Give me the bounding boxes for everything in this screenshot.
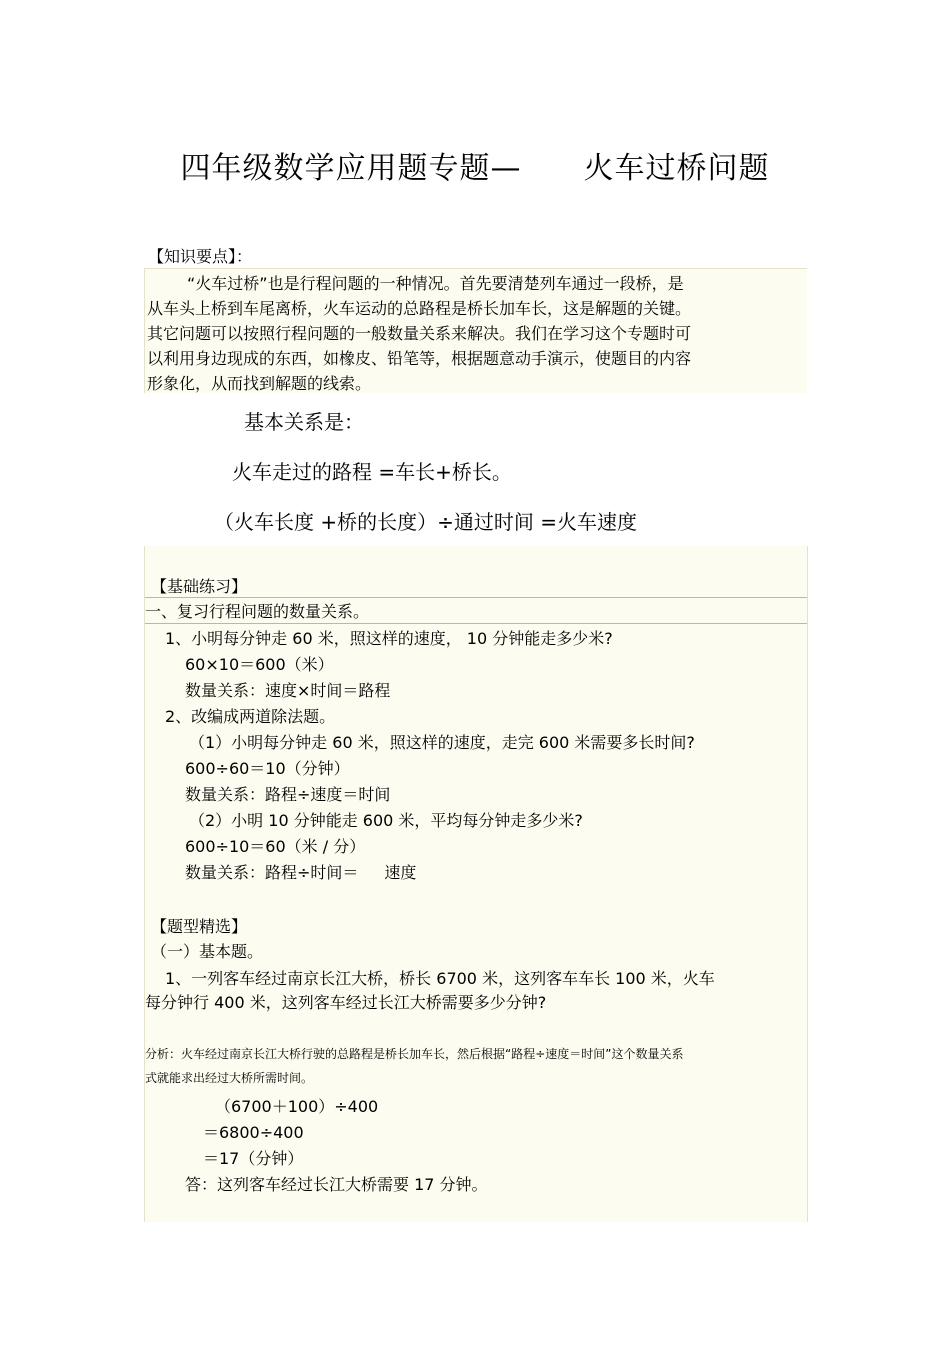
section-heading: 一、复习行程问题的数量关系。 bbox=[145, 602, 370, 621]
problem-text-line: 1、一列客车经过南京长江大桥，桥长 6700 米，这列客车车长 100 米，火车 bbox=[165, 969, 715, 988]
knowledge-line: 从车头上桥到车尾离桥，火车运动的总路程是桥长加车长，这是解题的关键。 bbox=[147, 299, 692, 318]
knowledge-line: 以利用身边现成的东西，如橡皮、铅笔等，根据题意动手演示，使题目的内容 bbox=[147, 349, 692, 368]
knowledge-box bbox=[144, 268, 807, 393]
question-2a: （1）小明每分钟走 60 米，照这样的速度，走完 600 米需要多长时间? bbox=[189, 733, 695, 752]
analysis-line: 式就能求出经过大桥所需时间。 bbox=[145, 1071, 314, 1085]
knowledge-line: 形象化，从而找到解题的线索。 bbox=[147, 374, 372, 393]
selected-heading: 【题型精选】 bbox=[151, 917, 248, 936]
relation-formula-speed: （火车长度 +桥的长度）÷通过时间 =火车速度 bbox=[214, 510, 637, 534]
divider bbox=[145, 623, 807, 624]
title-part-2: 火车过桥问题 bbox=[583, 151, 770, 186]
analysis-line: 分析：火车经过南京长江大桥行驶的总路程是桥长加车长，然后根据“路程÷速度＝时间”这个数量关系 bbox=[145, 1047, 684, 1061]
question-2: 2、改编成两道除法题。 bbox=[165, 707, 336, 726]
answer: 答：这列客车经过长江大桥需要 17 分钟。 bbox=[185, 1175, 488, 1194]
title-part-1: 四年级数学应用题专题— bbox=[180, 151, 522, 186]
question-2a-relation: 数量关系：路程÷速度＝时间 bbox=[185, 785, 391, 804]
question-1-relation: 数量关系：速度×时间＝路程 bbox=[185, 681, 391, 700]
knowledge-line: “火车过桥”也是行程问题的一种情况。首先要清楚列车通过一段桥，是 bbox=[187, 274, 684, 293]
question-2b: （2）小明 10 分钟能走 600 米，平均每分钟走多少米? bbox=[189, 811, 583, 830]
divider bbox=[145, 597, 807, 598]
question-2b-relation bbox=[185, 860, 416, 883]
section-heading: （一）基本题。 bbox=[151, 942, 264, 961]
relation-result: 速度 bbox=[384, 863, 417, 882]
basic-practice-heading: 【基础练习】 bbox=[151, 577, 248, 596]
problem-text-line: 每分钟行 400 米，这列客车经过长江大桥需要多少分钟? bbox=[145, 993, 547, 1012]
practice-box bbox=[144, 546, 808, 1222]
relation-formula-distance: 火车走过的路程 =车长+桥长。 bbox=[232, 460, 512, 484]
question-2b-calculation: 600÷10＝60（米 / 分） bbox=[185, 837, 366, 856]
knowledge-heading: 【知识要点】： bbox=[148, 247, 253, 266]
calculation-step: ＝6800÷400 bbox=[203, 1123, 304, 1142]
relation-text: 数量关系：路程÷时间＝ bbox=[185, 863, 359, 882]
calculation-step: ＝17（分钟） bbox=[203, 1149, 304, 1168]
question-2a-calculation: 600÷60＝10（分钟） bbox=[185, 759, 350, 778]
question-1: 1、小明每分钟走 60 米，照这样的速度， 10 分钟能走多少米? bbox=[165, 629, 613, 648]
calculation-step: （6700＋100）÷400 bbox=[215, 1097, 379, 1116]
knowledge-line: 其它问题可以按照行程问题的一般数量关系来解决。我们在学习这个专题时可 bbox=[147, 324, 692, 343]
relations-heading: 基本关系是： bbox=[244, 410, 364, 434]
question-1-calculation: 60×10＝600（米） bbox=[185, 655, 334, 674]
page-title bbox=[0, 143, 950, 187]
